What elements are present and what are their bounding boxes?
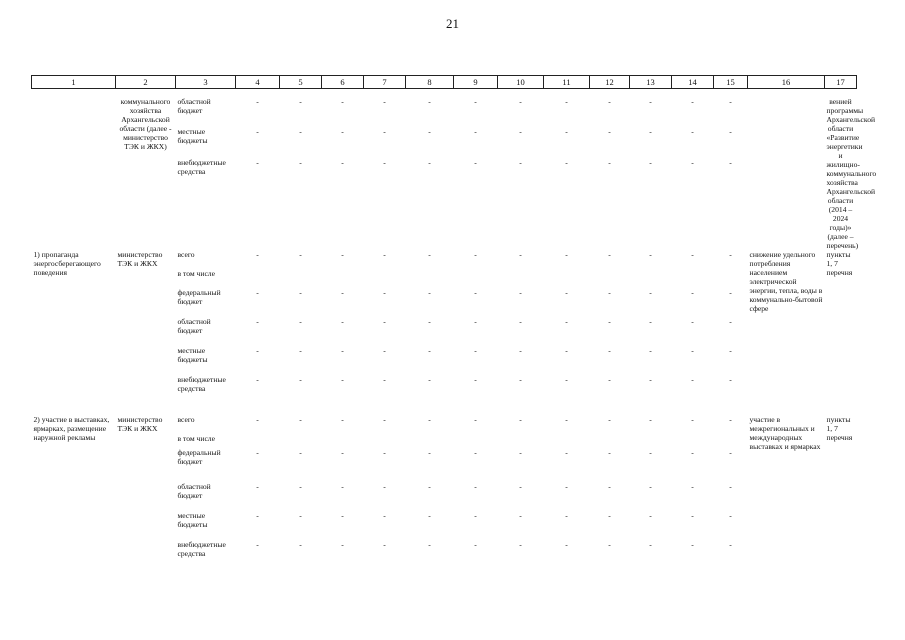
value-cell: - xyxy=(383,415,386,424)
value-cell: - xyxy=(428,127,431,137)
value-cell: - xyxy=(383,317,386,326)
value-cell: - xyxy=(691,288,694,297)
value-cell: - xyxy=(729,317,732,326)
value-cell: - xyxy=(299,415,302,424)
value-cell: - xyxy=(649,482,652,491)
value-cell: - xyxy=(691,127,694,137)
value-cell: - xyxy=(474,482,477,491)
value-cell: - xyxy=(428,317,431,326)
column-header: 17 xyxy=(825,76,857,89)
reference-cell: венией программы Архангельской области «Развитие энергетики и жилищно-коммунального хозяйства Архангельской области (2014 – 2024 годы)» (далее – перечень) xyxy=(826,97,877,250)
value-cell: - xyxy=(691,540,694,549)
value-cell: - xyxy=(608,157,611,167)
value-cell: - xyxy=(519,540,522,549)
value-cell: - xyxy=(383,157,386,167)
value-cell: - xyxy=(691,482,694,491)
value-cell: - xyxy=(565,346,568,355)
value-cell: - xyxy=(341,540,344,549)
value-cell: - xyxy=(256,540,259,549)
value-cell: - xyxy=(519,448,522,457)
value-cell: - xyxy=(299,317,302,326)
value-cell: - xyxy=(519,97,522,106)
value-cell: - xyxy=(729,346,732,355)
funding-source-cell: областной бюджет xyxy=(177,482,211,500)
value-cell: - xyxy=(341,288,344,297)
value-cell: - xyxy=(649,250,652,259)
activity-name-cell: 2) участие в выставках, ярмарках, размещение наружной рекламы xyxy=(33,415,110,442)
value-cell: - xyxy=(428,346,431,355)
value-cell: - xyxy=(729,375,732,384)
activity-name-cell: 1) пропаганда энергосберегающего поведения xyxy=(33,250,101,277)
value-cell: - xyxy=(299,288,302,297)
value-cell: - xyxy=(729,415,732,424)
value-cell: - xyxy=(341,317,344,326)
value-cell: - xyxy=(256,415,259,424)
program-table xyxy=(31,75,877,562)
value-cell: - xyxy=(299,97,302,106)
value-cell: - xyxy=(519,482,522,491)
value-cell: - xyxy=(299,127,302,137)
funding-source-cell: местные бюджеты xyxy=(177,511,208,529)
value-cell: - xyxy=(299,250,302,259)
value-cell: - xyxy=(474,97,477,106)
value-cell: - xyxy=(649,288,652,297)
value-cell: - xyxy=(341,511,344,520)
value-cell: - xyxy=(565,540,568,549)
value-cell: - xyxy=(474,157,477,167)
value-cell: - xyxy=(649,157,652,167)
value-cell: - xyxy=(729,250,732,259)
value-cell: - xyxy=(383,97,386,106)
value-cell: - xyxy=(428,250,431,259)
value-cell: - xyxy=(649,346,652,355)
value-cell: - xyxy=(341,448,344,457)
executor-cell: коммунального хозяйства Архангельской области (далее - министерство ТЭК и ЖКХ) xyxy=(119,97,172,151)
value-cell: - xyxy=(428,482,431,491)
funding-source-cell: местные бюджеты xyxy=(177,127,208,146)
value-cell: - xyxy=(256,157,259,167)
value-cell: - xyxy=(608,540,611,549)
value-cell: - xyxy=(256,127,259,137)
value-cell: - xyxy=(608,346,611,355)
value-cell: - xyxy=(299,482,302,491)
value-cell: - xyxy=(519,346,522,355)
value-cell: - xyxy=(565,448,568,457)
funding-source-cell: внебюджетные средства xyxy=(177,540,226,558)
value-cell: - xyxy=(383,375,386,384)
value-cell: - xyxy=(474,127,477,137)
value-cell: - xyxy=(383,482,386,491)
value-cell: - xyxy=(256,375,259,384)
column-header: 2 xyxy=(116,76,176,89)
column-header: 9 xyxy=(454,76,498,89)
column-header: 12 xyxy=(590,76,630,89)
value-cell: - xyxy=(608,127,611,137)
value-cell: - xyxy=(341,157,344,167)
page-number: 21 xyxy=(446,16,459,31)
column-header: 5 xyxy=(280,76,322,89)
value-cell: - xyxy=(691,317,694,326)
value-cell: - xyxy=(428,157,431,167)
funding-source-cell: внебюджетные средства xyxy=(177,157,226,176)
value-cell: - xyxy=(519,157,522,167)
value-cell: - xyxy=(256,97,259,106)
value-cell: - xyxy=(729,127,732,137)
value-cell: - xyxy=(565,511,568,520)
value-cell: - xyxy=(608,415,611,424)
value-cell: - xyxy=(608,288,611,297)
value-cell: - xyxy=(256,448,259,457)
value-cell: - xyxy=(608,250,611,259)
reference-cell: пункты 1, 7 перечня xyxy=(826,415,853,442)
value-cell: - xyxy=(383,288,386,297)
column-header: 1 xyxy=(32,76,116,89)
value-cell: - xyxy=(383,448,386,457)
value-cell: - xyxy=(691,511,694,520)
value-cell: - xyxy=(565,317,568,326)
column-header: 10 xyxy=(498,76,544,89)
value-cell: - xyxy=(383,540,386,549)
value-cell: - xyxy=(474,375,477,384)
value-cell: - xyxy=(519,375,522,384)
funding-source-cell: областной бюджет xyxy=(177,317,211,335)
funding-source-cell: местные бюджеты xyxy=(177,346,208,364)
value-cell: - xyxy=(565,288,568,297)
value-cell: - xyxy=(256,317,259,326)
value-cell: - xyxy=(474,415,477,424)
value-cell: - xyxy=(428,511,431,520)
value-cell: - xyxy=(256,288,259,297)
value-cell: - xyxy=(383,250,386,259)
column-header: 7 xyxy=(364,76,406,89)
executor-cell: министерство ТЭК и ЖКХ xyxy=(117,415,163,433)
value-cell: - xyxy=(341,415,344,424)
value-cell: - xyxy=(299,157,302,167)
value-cell: - xyxy=(649,127,652,137)
value-cell: - xyxy=(474,317,477,326)
column-header: 15 xyxy=(714,76,748,89)
funding-source-cell: федеральный бюджет xyxy=(177,288,221,306)
funding-source-cell: в том числе xyxy=(177,434,215,443)
value-cell: - xyxy=(341,250,344,259)
value-cell: - xyxy=(474,250,477,259)
value-cell: - xyxy=(299,375,302,384)
funding-source-cell: областной бюджет xyxy=(177,97,211,115)
value-cell: - xyxy=(474,288,477,297)
value-cell: - xyxy=(565,482,568,491)
value-cell: - xyxy=(729,288,732,297)
value-cell: - xyxy=(341,346,344,355)
column-header: 3 xyxy=(176,76,236,89)
table-row xyxy=(32,250,857,269)
value-cell: - xyxy=(383,511,386,520)
value-cell: - xyxy=(565,375,568,384)
value-cell: - xyxy=(608,97,611,106)
value-cell: - xyxy=(474,448,477,457)
value-cell: - xyxy=(474,540,477,549)
funding-source-cell: внебюджетные средства xyxy=(177,375,226,393)
value-cell: - xyxy=(608,448,611,457)
value-cell: - xyxy=(608,482,611,491)
funding-source-cell: всего xyxy=(177,415,195,424)
executor-cell: министерство ТЭК и ЖКХ xyxy=(117,250,163,268)
table-row xyxy=(32,415,857,434)
value-cell: - xyxy=(519,250,522,259)
funding-source-cell: всего xyxy=(177,250,195,259)
value-cell: - xyxy=(729,540,732,549)
value-cell: - xyxy=(519,288,522,297)
value-cell: - xyxy=(256,482,259,491)
funding-source-cell: федеральный бюджет xyxy=(177,448,221,466)
column-header: 4 xyxy=(236,76,280,89)
value-cell: - xyxy=(691,157,694,167)
value-cell: - xyxy=(299,448,302,457)
result-cell: снижение удельного потребления населением электрической энергии, тепла, воды в коммунально-бытовой сфере xyxy=(749,250,823,313)
value-cell: - xyxy=(649,448,652,457)
value-cell: - xyxy=(256,511,259,520)
value-cell: - xyxy=(341,127,344,137)
column-header: 14 xyxy=(672,76,714,89)
value-cell: - xyxy=(729,157,732,167)
value-cell: - xyxy=(519,511,522,520)
value-cell: - xyxy=(691,448,694,457)
table-row xyxy=(32,97,857,127)
column-header: 6 xyxy=(322,76,364,89)
value-cell: - xyxy=(649,540,652,549)
value-cell: - xyxy=(729,511,732,520)
value-cell: - xyxy=(341,97,344,106)
value-cell: - xyxy=(428,540,431,549)
result-cell: участие в межрегиональных и международных выставках и ярмарках xyxy=(749,415,821,451)
value-cell: - xyxy=(519,317,522,326)
value-cell: - xyxy=(608,317,611,326)
value-cell: - xyxy=(565,415,568,424)
value-cell: - xyxy=(691,250,694,259)
value-cell: - xyxy=(256,250,259,259)
value-cell: - xyxy=(691,346,694,355)
value-cell: - xyxy=(691,375,694,384)
value-cell: - xyxy=(565,97,568,106)
funding-source-cell: в том числе xyxy=(177,269,215,278)
column-header: 16 xyxy=(748,76,825,89)
value-cell: - xyxy=(256,346,259,355)
value-cell: - xyxy=(428,97,431,106)
value-cell: - xyxy=(519,415,522,424)
value-cell: - xyxy=(519,127,522,137)
value-cell: - xyxy=(383,127,386,137)
value-cell: - xyxy=(383,346,386,355)
value-cell: - xyxy=(428,415,431,424)
value-cell: - xyxy=(341,375,344,384)
value-cell: - xyxy=(649,317,652,326)
value-cell: - xyxy=(729,97,732,106)
value-cell: - xyxy=(649,511,652,520)
value-cell: - xyxy=(428,288,431,297)
value-cell: - xyxy=(691,415,694,424)
value-cell: - xyxy=(649,97,652,106)
value-cell: - xyxy=(474,511,477,520)
value-cell: - xyxy=(565,157,568,167)
value-cell: - xyxy=(428,375,431,384)
value-cell: - xyxy=(565,250,568,259)
value-cell: - xyxy=(428,448,431,457)
value-cell: - xyxy=(299,511,302,520)
value-cell: - xyxy=(649,375,652,384)
value-cell: - xyxy=(565,127,568,137)
column-header: 11 xyxy=(544,76,590,89)
value-cell: - xyxy=(729,482,732,491)
value-cell: - xyxy=(474,346,477,355)
value-cell: - xyxy=(649,415,652,424)
value-cell: - xyxy=(691,97,694,106)
value-cell: - xyxy=(608,375,611,384)
value-cell: - xyxy=(341,482,344,491)
column-header: 8 xyxy=(406,76,454,89)
value-cell: - xyxy=(608,511,611,520)
value-cell: - xyxy=(729,448,732,457)
header-row xyxy=(32,76,857,89)
column-header: 13 xyxy=(630,76,672,89)
reference-cell: пункты 1, 7 перечня xyxy=(826,250,853,277)
value-cell: - xyxy=(299,346,302,355)
value-cell: - xyxy=(299,540,302,549)
